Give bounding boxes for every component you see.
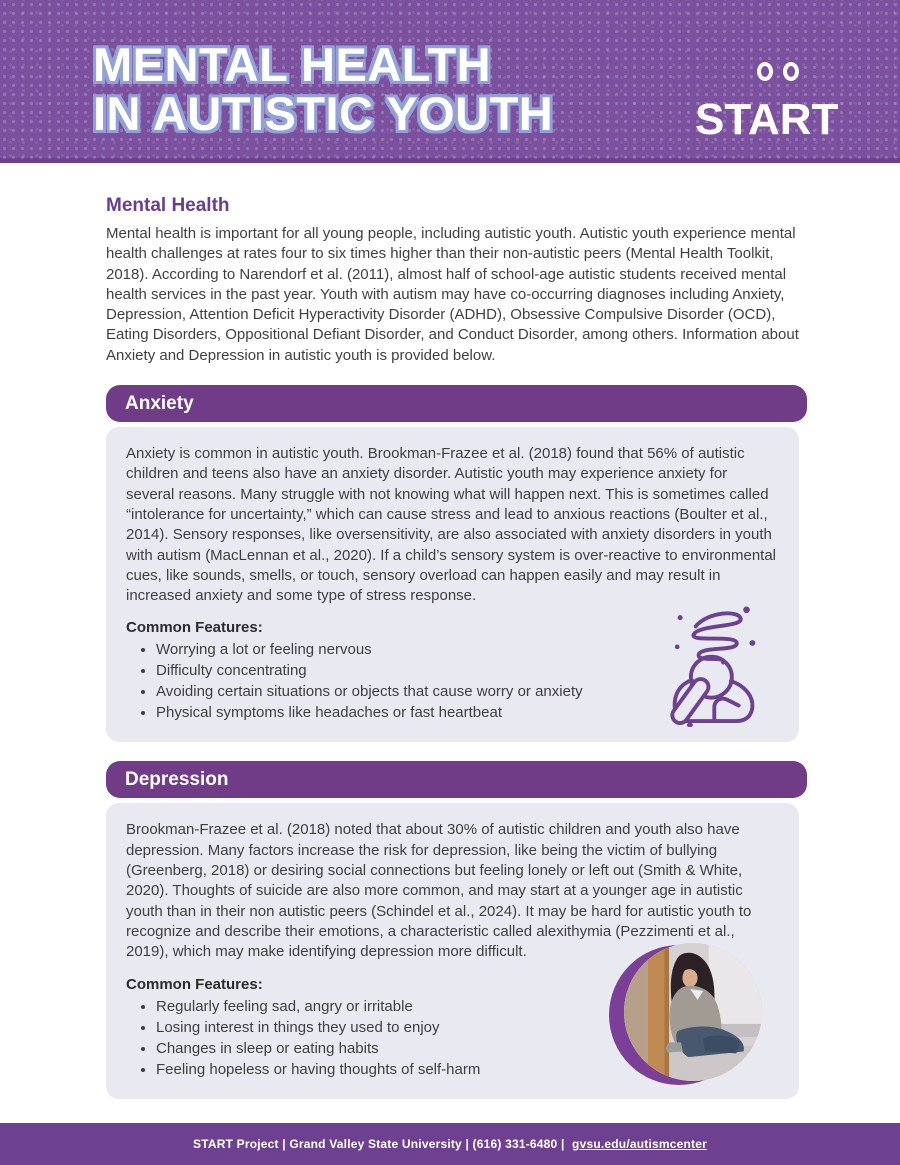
- page-title-line-1: MENTAL HEALTH: [93, 38, 492, 91]
- list-item: • Regularly feeling sad, angry or irritable: [156, 997, 656, 1017]
- start-logo: [695, 58, 845, 148]
- anxious-person-icon: [645, 597, 767, 729]
- list-item: • Losing interest in things they used to enjoy: [156, 1018, 656, 1038]
- page-title: [93, 40, 553, 138]
- list-item: • Difficulty concentrating: [156, 661, 656, 681]
- section-depression: [106, 761, 900, 1098]
- header-banner: [0, 0, 900, 163]
- main-content: [0, 163, 900, 1099]
- depression-paragraph: Brookman-Frazee et al. (2018) noted that about 30% of autistic children and youth also have depression. Many factors increase the risk for depression, like being the victim of bullying (Greenberg, 2018) or desiring social connections but feeling lonely or left out (Smith & White, 2020). Thoughts of suicide are also more common, and may start at a younger age in autistic youth than in their non autistic peers (Schindel et al., 2024). It may be hard for autistic youth to recognize and describe their emotions, a characteristic called alexithymia (Pezzimenti et al., 2019), which may make identifying depression more difficult.: [126, 821, 752, 961]
- anxiety-section-body: [106, 427, 799, 742]
- logo-ring-icon: [783, 62, 799, 81]
- features-heading: Common Features:: [126, 619, 263, 637]
- sad-youth-photo-image: [624, 943, 762, 1081]
- list-item: • Avoiding certain situations or objects that cause worry or anxiety: [156, 682, 656, 702]
- list-item: • Feeling hopeless or having thoughts of self-harm: [156, 1060, 656, 1080]
- start-logo-text: START: [695, 95, 839, 144]
- section-anxiety: [106, 385, 900, 742]
- depression-section-body: [106, 803, 799, 1098]
- anxiety-section-title: Anxiety: [106, 385, 807, 422]
- features-heading: Common Features:: [126, 975, 263, 993]
- list-item: • Physical symptoms like headaches or fast heartbeat: [156, 703, 656, 723]
- page-title-line-2: IN AUTISTIC YOUTH: [93, 87, 554, 140]
- anxiety-paragraph: Anxiety is common in autistic youth. Brookman-Frazee et al. (2018) found that 56% of autistic children and teens also have an anxiety disorder. Autistic youth may experience anxiety for several reasons. Many struggle with not knowing what will happen next. This is sometimes called “intolerance for uncertainty,” which can cause stress and lead to anxious reactions (Boulter et al., 2014). Sensory responses, like oversensitivity, are also associated with anxiety disorders in youth with autism (MacLennan et al., 2020). If a child’s sensory system is over-reactive to environmental cues, like sounds, smells, or touch, sensory overload can happen easily and may result in increased anxiety and some type of stress response.: [126, 445, 777, 605]
- footer-bar: [0, 1123, 900, 1165]
- intro-heading: Mental Health: [106, 195, 230, 216]
- footer-text: START Project | Grand Valley State University | (616) 331-6480 |: [193, 1137, 565, 1151]
- footer-website-link[interactable]: gvsu.edu/autismcenter: [572, 1137, 707, 1151]
- sad-youth-photo: [609, 943, 765, 1085]
- logo-ring-icon: [757, 62, 773, 81]
- depression-section-title: Depression: [106, 761, 807, 798]
- list-item: • Changes in sleep or eating habits: [156, 1039, 656, 1059]
- list-item: • Worrying a lot or feeling nervous: [156, 640, 656, 660]
- intro-paragraph: Mental health is important for all young people, including autistic youth. Autistic youth experience mental health challenges at rates four to six times higher than their non-autistic peers (Mental Health Toolkit, 2018). According to Narendorf et al. (2011), almost half of school-age autistic students received mental health services in the past year. Youth with autism may have co-occurring diagnoses including Anxiety, Depression, Attention Deficit Hyperactivity Disorder (ADHD), Obsessive Compulsive Disorder (OCD), Eating Disorders, Oppositional Defiant Disorder, and Conduct Disorder, among others. Information about Anxiety and Depression in autistic youth is provided below.: [106, 225, 799, 364]
